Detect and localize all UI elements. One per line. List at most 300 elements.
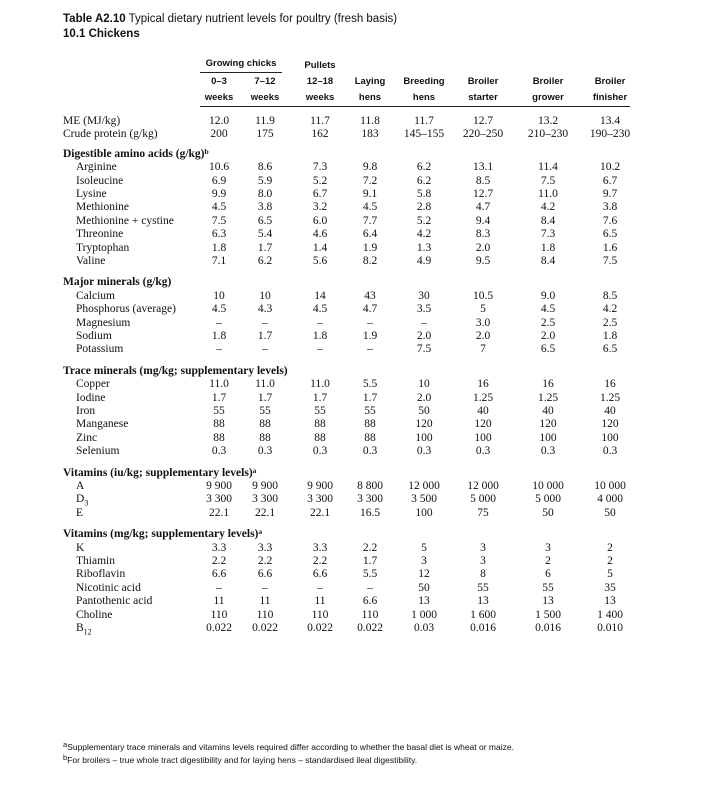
row-label-text: Methionine xyxy=(76,201,130,214)
row-label xyxy=(76,608,112,622)
table-cell: 110 xyxy=(361,608,379,621)
table-cell: 1 600 xyxy=(470,608,496,621)
table-cell: 120 xyxy=(601,418,619,431)
row-label xyxy=(76,174,123,188)
table-cell: 2 xyxy=(607,555,613,567)
row-label xyxy=(76,431,97,445)
table-cell: 1.6 xyxy=(602,241,618,254)
table-cell: 1.25 xyxy=(472,391,494,404)
row-label-text: Lysine xyxy=(76,188,107,200)
table-cell: 10 xyxy=(418,378,430,391)
row-label-text: Manganese xyxy=(76,418,129,431)
table-cell: 7.5 xyxy=(540,174,556,187)
header-col-2-l2: 7–12 xyxy=(254,76,276,87)
table-cell: 40 xyxy=(542,405,554,417)
section-heading xyxy=(63,527,262,541)
table-cell: 8.2 xyxy=(362,255,378,267)
header-col-8-l3: finisher xyxy=(592,92,628,103)
table-cell: 55 xyxy=(477,581,489,594)
table-cell: 190–230 xyxy=(589,128,631,141)
table-cell: 0.016 xyxy=(470,622,496,634)
table-cell: 5.4 xyxy=(257,228,273,241)
header-col-6-l2: Broiler xyxy=(467,76,499,87)
table-cell: 4.2 xyxy=(602,303,618,316)
row-label-text: Calcium xyxy=(76,289,115,302)
row-label xyxy=(76,241,129,255)
table-cell: 4.2 xyxy=(540,201,556,214)
header-col-8-l2: Broiler xyxy=(594,76,626,87)
row-label-text: Methionine + cystine xyxy=(76,214,174,227)
table-cell: 13.1 xyxy=(472,161,494,174)
table-cell: 88 xyxy=(259,418,271,431)
header-rule xyxy=(200,106,630,107)
table-cell: 11.4 xyxy=(538,161,558,174)
table-cell: 1.8 xyxy=(312,330,328,342)
table-cell: 88 xyxy=(314,431,326,444)
table-cell: 10 xyxy=(213,289,225,302)
row-label-text: Copper xyxy=(76,378,110,391)
row-label-text: A xyxy=(76,480,85,492)
row-label-text: Thiamin xyxy=(76,555,115,567)
row-label xyxy=(76,581,141,595)
table-cell: 30 xyxy=(418,289,430,302)
row-label xyxy=(76,316,130,330)
row-label xyxy=(76,160,117,174)
table-cell: 4.5 xyxy=(211,303,227,316)
table-cell: 16 xyxy=(604,378,616,391)
table-cell: 4.3 xyxy=(257,303,273,316)
table-cell: 0.022 xyxy=(252,622,278,634)
section-heading-note: a xyxy=(252,465,257,475)
table-cell: 3.2 xyxy=(312,201,328,214)
table-cell: 100 xyxy=(474,431,492,444)
table-cell: 5.5 xyxy=(362,378,378,391)
row-label-text: Choline xyxy=(76,608,113,621)
row-label-text: Iron xyxy=(76,405,96,417)
table-cell: 50 xyxy=(542,506,554,519)
table-cell: 9.7 xyxy=(602,188,618,200)
table-cell: 7.3 xyxy=(540,228,556,241)
table-cell: 12.0 xyxy=(208,115,230,127)
table-cell: 120 xyxy=(539,418,557,431)
row-label xyxy=(63,114,120,128)
table-cell: 0.022 xyxy=(307,622,333,634)
table-cell: 1.8 xyxy=(211,241,227,254)
table-cell: 3 300 xyxy=(252,493,278,506)
row-label-text: Riboflavin xyxy=(76,568,126,581)
table-cell: 4.7 xyxy=(362,303,378,316)
table-cell: – xyxy=(367,316,373,329)
table-cell: 6.2 xyxy=(416,161,432,174)
table-cell: 7.7 xyxy=(362,214,378,227)
table-cell: 9 900 xyxy=(252,480,278,492)
table-caption xyxy=(63,12,397,26)
table-cell: 2 xyxy=(607,541,613,554)
table-cell: 0.3 xyxy=(416,445,432,458)
row-label xyxy=(76,289,115,303)
row-label-text: Threonine xyxy=(76,228,124,241)
section-heading-note: a xyxy=(258,527,263,537)
table-cell: 16 xyxy=(542,378,554,391)
table-cell: 13 xyxy=(477,595,489,608)
table-cell: 5 xyxy=(480,303,486,316)
table-cell: 110 xyxy=(311,608,329,621)
header-col-3-l1: Pullets xyxy=(304,60,336,71)
row-label xyxy=(76,302,176,316)
table-cell: 3.3 xyxy=(257,541,273,554)
table-cell: 175 xyxy=(256,128,274,141)
header-col-5-l3: hens xyxy=(412,92,436,103)
row-label xyxy=(76,227,123,241)
row-label xyxy=(76,541,84,555)
table-cell: 2.0 xyxy=(416,330,432,342)
table-cell: 7 xyxy=(480,343,486,356)
table-cell: 7.1 xyxy=(211,255,227,267)
table-cell: 3.5 xyxy=(416,303,432,316)
table-cell: 88 xyxy=(259,431,271,444)
table-cell: 12.7 xyxy=(472,115,494,127)
table-cell: 0.010 xyxy=(597,622,623,634)
table-cell: 13 xyxy=(604,595,616,608)
table-cell: 88 xyxy=(213,431,225,444)
row-label xyxy=(76,506,83,520)
table-cell: 6.7 xyxy=(602,174,618,187)
table-cell: 8.6 xyxy=(257,161,273,174)
row-label-text: ME (MJ/kg) xyxy=(63,115,121,127)
table-cell: 12.7 xyxy=(472,188,494,200)
table-cell: 2.0 xyxy=(475,241,491,254)
table-cell: 6.0 xyxy=(312,214,328,227)
row-label xyxy=(63,127,158,141)
table-cell: 9.1 xyxy=(362,188,378,200)
table-cell: 0.3 xyxy=(257,445,273,458)
table-cell: 0.3 xyxy=(540,445,556,458)
table-subtitle: 10.1 Chickens xyxy=(63,28,140,40)
row-label xyxy=(76,254,105,268)
table-cell: 2.2 xyxy=(257,555,273,567)
table-cell: 55 xyxy=(314,405,326,417)
table-cell: 10.2 xyxy=(599,161,621,174)
table-cell: 3 xyxy=(421,555,427,567)
table-cell: 6.5 xyxy=(602,343,618,356)
table-cell: 145–155 xyxy=(403,128,445,141)
footnote-a-text: Supplementary trace minerals and vitamins levels required differ according to whether the basal diet is wheat or maize. xyxy=(67,742,514,752)
table-cell: 3 300 xyxy=(206,493,232,506)
table-cell: 22.1 xyxy=(208,506,230,519)
footnote-a-mark: a xyxy=(63,740,68,749)
table-cell: 8.3 xyxy=(475,228,491,241)
table-cell: 13 xyxy=(418,595,430,608)
table-cell: 1.3 xyxy=(416,241,432,254)
table-cell: 0.022 xyxy=(206,622,232,634)
table-cell: 6.3 xyxy=(211,228,227,241)
table-cell: 11.0 xyxy=(209,378,229,391)
table-cell: 1.7 xyxy=(257,330,273,342)
table-cell: – xyxy=(421,316,427,329)
table-cell: 11.0 xyxy=(255,378,275,391)
table-cell: 120 xyxy=(415,418,433,431)
row-label xyxy=(76,479,84,493)
table-cell: 2.2 xyxy=(312,555,328,567)
header-col-3-l3: weeks xyxy=(305,92,335,103)
table-cell: 4.7 xyxy=(475,201,491,214)
table-cell: 0.016 xyxy=(535,622,561,634)
table-cell: 2.0 xyxy=(475,330,491,342)
table-cell: 3.0 xyxy=(475,316,491,329)
row-label xyxy=(76,621,92,639)
table-cell: 1.7 xyxy=(362,555,378,567)
table-cell: 5 xyxy=(607,568,613,581)
header-col-6-l3: starter xyxy=(468,92,498,103)
table-cell: 75 xyxy=(477,506,489,519)
table-cell: 11 xyxy=(259,595,271,608)
table-cell: 10 000 xyxy=(532,480,564,492)
table-cell: 1 500 xyxy=(535,608,561,621)
row-label xyxy=(76,417,128,431)
table-cell: 35 xyxy=(604,581,616,594)
row-label xyxy=(76,377,110,391)
table-cell: 4 000 xyxy=(597,493,623,506)
row-label xyxy=(76,567,125,581)
table-cell: 1.7 xyxy=(211,391,227,404)
table-cell: 12 000 xyxy=(467,480,499,492)
table-cell: 22.1 xyxy=(309,506,331,519)
table-cell: 43 xyxy=(364,289,376,302)
table-cell: 22.1 xyxy=(254,506,276,519)
table-cell: – xyxy=(317,581,323,594)
table-cell: 5 000 xyxy=(470,493,496,506)
row-label-text: Isoleucine xyxy=(76,174,124,187)
table-cell: 50 xyxy=(604,506,616,519)
row-label-text: K xyxy=(76,541,85,554)
header-col-2-l3: weeks xyxy=(250,92,280,103)
table-cell: – xyxy=(367,343,373,356)
table-cell: 4.5 xyxy=(362,201,378,214)
table-cell: 110 xyxy=(256,608,274,621)
row-label-text: E xyxy=(76,506,84,519)
table-cell: 5.6 xyxy=(312,255,328,267)
table-cell: 100 xyxy=(601,431,619,444)
table-cell: 9 900 xyxy=(206,480,232,492)
table-cell: 8 800 xyxy=(357,480,383,492)
row-label xyxy=(76,214,174,228)
table-cell: 7.2 xyxy=(362,174,378,187)
table-cell: 2.2 xyxy=(211,555,227,567)
table-cell: 1.25 xyxy=(599,391,621,404)
section-heading-text: Trace minerals (mg/kg; supplementary levels) xyxy=(63,364,288,377)
row-label-text: Potassium xyxy=(76,343,124,356)
table-cell: 4.6 xyxy=(312,228,328,241)
row-label-text: Valine xyxy=(76,255,106,267)
table-cell: 6.5 xyxy=(257,214,273,227)
table-cell: 6.9 xyxy=(211,174,227,187)
table-cell: 8.0 xyxy=(257,188,273,200)
footnote-b-text: For broilers – true whole tract digestibility and for laying hens – standardised ileal digestibility. xyxy=(67,755,418,765)
table-cell: 2 xyxy=(545,555,551,567)
table-cell: – xyxy=(317,316,323,329)
table-cell: 2.0 xyxy=(416,391,432,404)
table-cell: 110 xyxy=(210,608,228,621)
header-col-4-l2: Laying xyxy=(354,76,386,87)
table-cell: 6.7 xyxy=(312,188,328,200)
table-cell: 7.5 xyxy=(602,255,618,267)
table-cell: 12 xyxy=(418,568,430,581)
table-cell: 11 xyxy=(314,595,326,608)
table-cell: 1.9 xyxy=(362,330,378,342)
table-cell: 3 300 xyxy=(357,493,383,506)
row-label-text: Sodium xyxy=(76,330,112,342)
table-cell: – xyxy=(262,581,268,594)
table-cell: 3.3 xyxy=(312,541,328,554)
table-cell: 9.0 xyxy=(540,289,556,302)
table-cell: 4.9 xyxy=(416,255,432,267)
row-label-subscript: 3 xyxy=(84,498,89,508)
footnote-a xyxy=(63,742,514,752)
table-cell: – xyxy=(216,343,222,356)
table-cell: 0.3 xyxy=(602,445,618,458)
table-cell: 1.7 xyxy=(362,391,378,404)
table-cell: 13 xyxy=(542,595,554,608)
table-cell: 10.6 xyxy=(208,161,230,174)
table-cell: 1.7 xyxy=(312,391,328,404)
table-cell: 120 xyxy=(474,418,492,431)
table-cell: 7.6 xyxy=(602,214,618,227)
table-cell: 40 xyxy=(604,405,616,417)
row-label xyxy=(76,594,152,608)
section-heading-text: Vitamins (iu/kg; supplementary levels) xyxy=(63,466,253,479)
table-cell: 11.7 xyxy=(414,115,434,127)
table-cell: 11.0 xyxy=(310,378,330,391)
table-cell: 0.3 xyxy=(211,445,227,458)
table-cell: 8.5 xyxy=(602,289,618,302)
section-heading xyxy=(63,147,209,161)
table-cell: 1.4 xyxy=(312,241,328,254)
table-cell: 1.7 xyxy=(257,241,273,254)
table-cell: – xyxy=(216,581,222,594)
table-cell: 6.6 xyxy=(312,568,328,581)
table-cell: 4.2 xyxy=(416,228,432,241)
table-cell: 162 xyxy=(311,128,329,141)
row-label-text: Selenium xyxy=(76,445,120,458)
row-label-text: Phosphorus (average) xyxy=(76,303,176,316)
header-col-5-l2: Breeding xyxy=(403,76,445,87)
table-cell: 8.5 xyxy=(475,174,491,187)
row-label-text: Iodine xyxy=(76,391,106,404)
table-cell: 9.8 xyxy=(362,161,378,174)
table-cell: 2.8 xyxy=(416,201,432,214)
table-cell: 100 xyxy=(539,431,557,444)
row-label xyxy=(76,391,105,405)
row-label-text: Arginine xyxy=(76,161,117,174)
table-cell: 7.5 xyxy=(211,214,227,227)
header-group-label: Growing chicks xyxy=(205,58,277,69)
table-cell: 5 xyxy=(421,541,427,554)
section-heading-note: b xyxy=(204,146,209,156)
table-cell: 220–250 xyxy=(462,128,504,141)
footnote-b xyxy=(63,755,417,765)
table-cell: – xyxy=(262,316,268,329)
table-cell: 55 xyxy=(364,405,376,417)
row-label-text: Crude protein (g/kg) xyxy=(63,128,158,141)
table-cell: 5.2 xyxy=(416,214,432,227)
table-cell: 1.8 xyxy=(602,330,618,342)
table-cell: 11.8 xyxy=(360,115,380,127)
table-cell: 6.6 xyxy=(257,568,273,581)
table-cell: 4.5 xyxy=(540,303,556,316)
table-cell: 5.8 xyxy=(416,188,432,200)
row-label-text: Pantothenic acid xyxy=(76,595,153,608)
table-cell: 5 000 xyxy=(535,493,561,506)
table-cell: 1 000 xyxy=(411,608,437,621)
table-cell: 0.3 xyxy=(475,445,491,458)
table-cell: 88 xyxy=(213,418,225,431)
table-title: Typical dietary nutrient levels for poultry (fresh basis) xyxy=(128,13,398,25)
header-col-7-l2: Broiler xyxy=(532,76,564,87)
table-cell: 1.7 xyxy=(257,391,273,404)
table-cell: 183 xyxy=(361,128,379,141)
table-cell: 6.2 xyxy=(416,174,432,187)
section-heading xyxy=(63,275,171,289)
table-cell: 3 xyxy=(480,555,486,567)
table-cell: 100 xyxy=(415,506,433,519)
row-label-text: Zinc xyxy=(76,431,98,444)
table-cell: 2.2 xyxy=(362,541,378,554)
table-cell: 9.5 xyxy=(475,255,491,267)
row-label-text: B xyxy=(76,622,84,634)
table-cell: 6.4 xyxy=(362,228,378,241)
table-cell: 6.5 xyxy=(602,228,618,241)
table-cell: 13.2 xyxy=(537,115,559,127)
table-cell: – xyxy=(262,343,268,356)
table-cell: – xyxy=(216,316,222,329)
table-cell: 88 xyxy=(364,431,376,444)
table-cell: 88 xyxy=(314,418,326,431)
table-cell: – xyxy=(367,581,373,594)
section-heading-text: Digestible amino acids (g/kg) xyxy=(63,147,205,160)
table-cell: 9.4 xyxy=(475,214,491,227)
table-cell: 50 xyxy=(418,581,430,594)
row-label xyxy=(76,342,123,356)
table-cell: 12 000 xyxy=(408,480,440,492)
table-cell: 9.9 xyxy=(211,188,227,200)
table-cell: 7.5 xyxy=(416,343,432,356)
section-heading xyxy=(63,364,288,378)
row-label-text: Nicotinic acid xyxy=(76,581,141,594)
section-heading-text: Vitamins (mg/kg; supplementary levels) xyxy=(63,528,259,541)
table-cell: 0.03 xyxy=(413,622,435,634)
section-heading-text: Major minerals (g/kg) xyxy=(63,276,172,289)
table-cell: 4.5 xyxy=(312,303,328,316)
table-cell: 10 xyxy=(259,289,271,302)
table-cell: 11.0 xyxy=(538,188,558,200)
table-cell: 55 xyxy=(542,581,554,594)
row-label xyxy=(76,554,115,568)
row-label xyxy=(76,404,95,418)
table-cell: 8 xyxy=(480,568,486,581)
table-cell: 8.4 xyxy=(540,214,556,227)
table-cell: 11.7 xyxy=(310,115,330,127)
table-cell: 1.25 xyxy=(537,391,559,404)
table-cell: 9 900 xyxy=(307,480,333,492)
table-cell: 6.6 xyxy=(211,568,227,581)
table-cell: 1.9 xyxy=(362,241,378,254)
table-cell: 10 000 xyxy=(594,480,626,492)
table-cell: 11.9 xyxy=(255,115,275,127)
header-col-4-l3: hens xyxy=(358,92,382,103)
table-cell: 5.9 xyxy=(257,174,273,187)
table-cell: 3.3 xyxy=(211,541,227,554)
table-cell: 2.5 xyxy=(602,316,618,329)
